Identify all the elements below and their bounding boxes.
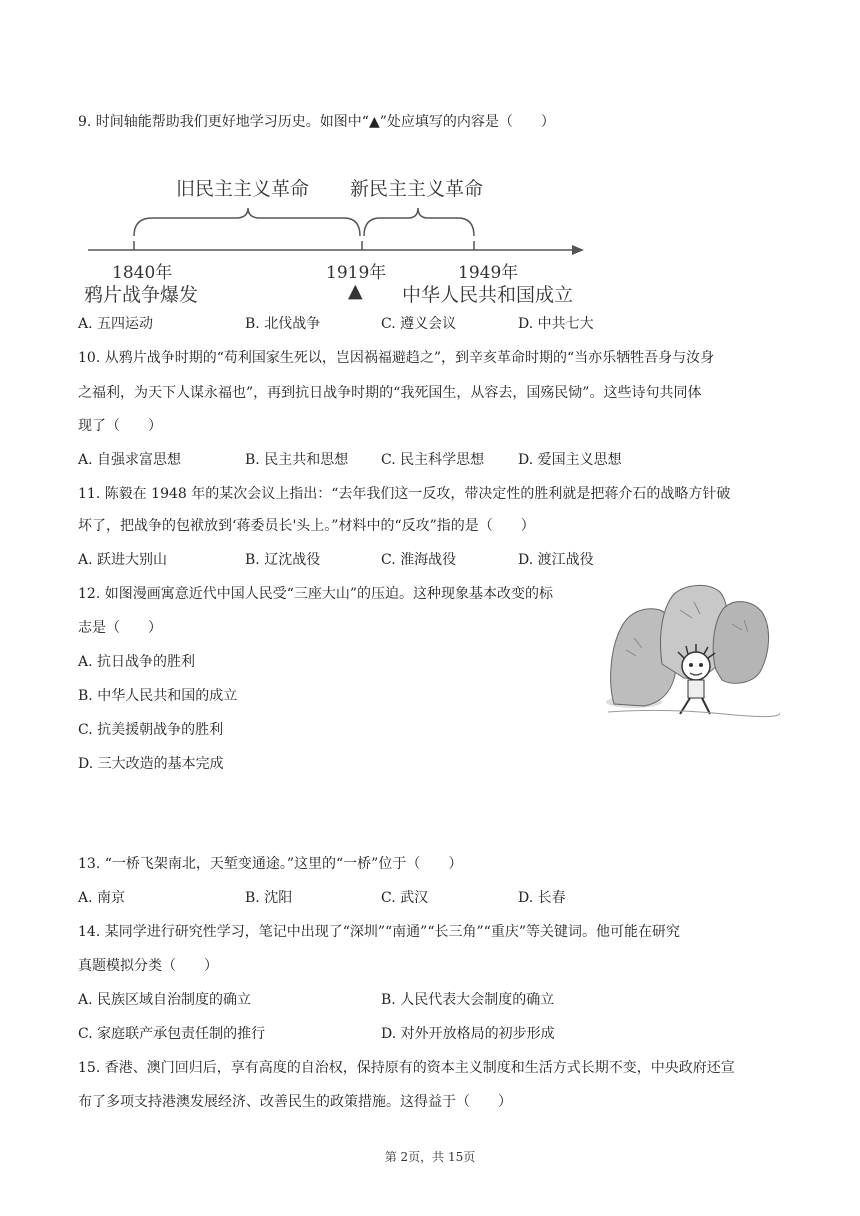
q9-option-d[interactable]: D. 中共七大 [518,316,594,332]
q11-option-c[interactable]: C. 淮海战役 [381,552,457,568]
q10-option-c[interactable]: C. 民主科学思想 [381,452,485,468]
q15-line-1: 15. 香港、澳门回归后，享有高度的自治权，保持原有的资本主义制度和生活方式长期不变，中央政府还宣 [78,1060,735,1076]
q10-line-1: 10. 从鸦片战争时期的“苟利国家生死以，岂因祸福避趋之”，到辛亥革命时期的“当亦乐牺牲吾身与汝身 [78,350,715,366]
timeline-marker: ▲ [348,280,363,302]
q12-option-d[interactable]: D. 三大改造的基本完成 [78,756,224,772]
q13-option-d[interactable]: D. 长春 [518,890,566,906]
timeline-year-1949: 1949年 [458,263,519,283]
q13-option-a[interactable]: A. 南京 [78,890,126,906]
q10-option-d[interactable]: D. 爱国主义思想 [518,452,622,468]
q11-line-2: 坏了，把战争的包袱放到‘蒋委员长'头上。”材料中的“反攻”指的是（ ） [78,518,535,534]
q9-stem: 9. 时间轴能帮助我们更好地学习历史。如图中“▲”处应填写的内容是（ ） [78,114,555,130]
q15-line-2: 布了多项支持港澳发展经济、改善民生的政策措施。这得益于（ ） [78,1094,512,1110]
q12-line-1: 12. 如图漫画寓意近代中国人民受“三座大山”的压迫。这种现象基本改变的标 [78,586,554,602]
q11-line-1: 11. 陈毅在 1948 年的某次会议上指出：“去年我们这一反攻，带决定性的胜利就是把蒋介石的战略方针破 [78,486,731,502]
q10-line-2: 之福利，为天下人谋永福也”，再到抗日战争时期的“我死国生，从容去，国殇民恸”。这些诗句共同体 [78,385,702,401]
timeline-period-new: 新民主主义革命 [350,178,484,200]
timeline-year-1919: 1919年 [326,263,387,283]
q11-option-b[interactable]: B. 辽沈战役 [245,552,321,568]
q14-option-b[interactable]: B. 人民代表大会制度的确立 [381,992,555,1008]
q10-option-b[interactable]: B. 民主共和思想 [245,452,349,468]
q9-option-a[interactable]: A. 五四运动 [78,316,154,332]
q11-option-d[interactable]: D. 渡江战役 [518,552,594,568]
q13-line-1: 13. “一桥飞架南北，天堑变通途。”这里的“一桥”位于（ ） [78,856,463,872]
q14-line-1: 14. 某同学进行研究性学习，笔记中出现了“深圳”“南通”“长三角”“重庆”等关键词。他可能在研究 [78,924,680,940]
q12-option-b[interactable]: B. 中华人民共和国的成立 [78,688,238,704]
q12-option-a[interactable]: A. 抗日战争的胜利 [78,654,196,670]
three-mountains-cartoon [604,580,780,720]
q12-option-c[interactable]: C. 抗美援朝战争的胜利 [78,722,224,738]
timeline-event-1840: 鸦片战争爆发 [84,284,199,306]
page-footer: 第 2页，共 15页 [384,1150,476,1164]
q14-line-2: 真题模拟分类（ ） [78,958,218,974]
q10-option-a[interactable]: A. 自强求富思想 [78,452,182,468]
q13-option-b[interactable]: B. 沈阳 [245,890,293,906]
timeline-event-1949: 中华人民共和国成立 [402,284,574,306]
q14-option-d[interactable]: D. 对外开放格局的初步形成 [381,1026,555,1042]
q10-line-3: 现了（ ） [78,418,162,434]
q14-option-a[interactable]: A. 民族区域自治制度的确立 [78,992,252,1008]
q11-option-a[interactable]: A. 跃进大别山 [78,552,168,568]
q14-option-c[interactable]: C. 家庭联产承包责任制的推行 [78,1026,266,1042]
q12-line-2: 志是（ ） [78,620,162,636]
q9-option-b[interactable]: B. 北伐战争 [245,316,321,332]
q13-option-c[interactable]: C. 武汉 [381,890,429,906]
q9-option-c[interactable]: C. 遵义会议 [381,316,457,332]
timeline-year-1840: 1840年 [112,263,173,283]
timeline-period-old: 旧民主主义革命 [176,178,310,200]
